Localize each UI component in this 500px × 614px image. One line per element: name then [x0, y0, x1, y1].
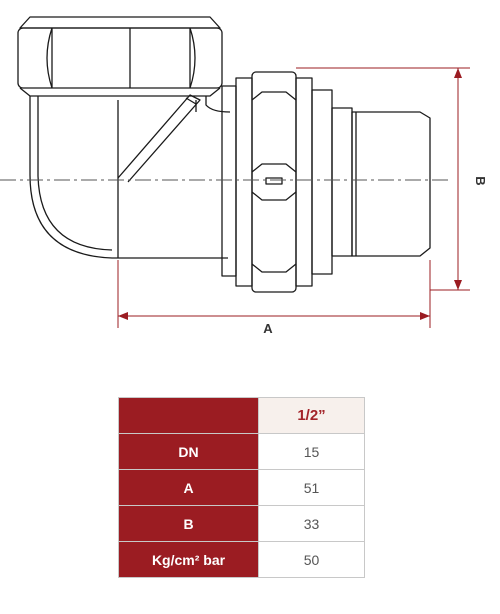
dimension-b-label: B	[473, 176, 488, 186]
union-collars	[222, 78, 332, 286]
table-corner-cell	[119, 398, 259, 434]
row-label: A	[119, 470, 259, 506]
table-row	[119, 434, 365, 470]
row-label: B	[119, 506, 259, 542]
row-value: 50	[259, 542, 365, 578]
dimension-a	[118, 260, 430, 328]
row-value: 15	[259, 434, 365, 470]
spec-table	[118, 397, 365, 578]
table-row	[119, 470, 365, 506]
row-label: DN	[119, 434, 259, 470]
table-header-row	[119, 398, 365, 434]
dimension-a-label: A	[263, 321, 273, 336]
dimension-b	[296, 68, 470, 290]
elbow-body	[30, 95, 230, 258]
row-value: 51	[259, 470, 365, 506]
top-nut	[18, 17, 222, 96]
union-nut	[252, 72, 296, 292]
row-label: Kg/cm² bar	[119, 542, 259, 578]
row-value: 33	[259, 506, 365, 542]
size-header: 1/2”	[259, 398, 365, 434]
table-row	[119, 542, 365, 578]
threaded-end	[332, 108, 430, 256]
table-row	[119, 506, 365, 542]
